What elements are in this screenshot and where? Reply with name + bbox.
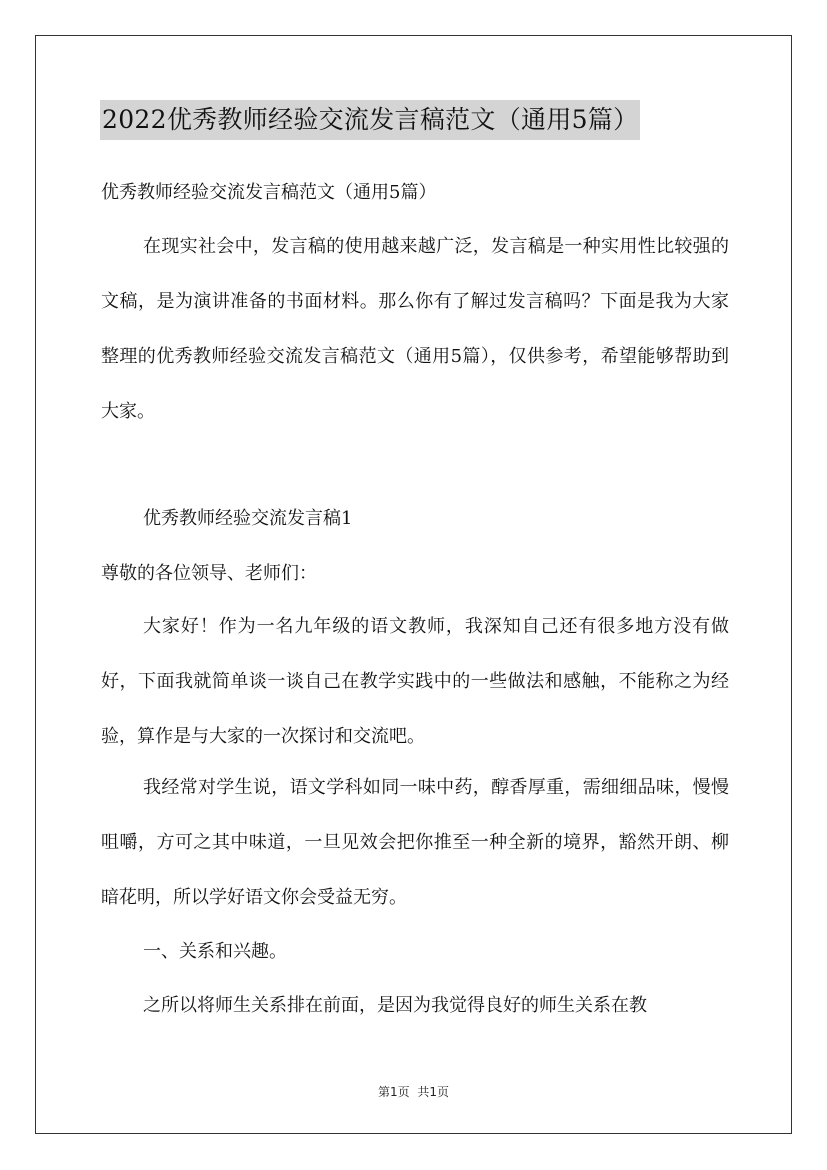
body-paragraph-3: 之所以将师生关系排在前面，是因为我觉得良好的师生关系在教	[143, 995, 647, 1016]
page-footer	[0, 1083, 827, 1100]
intro-paragraph: 在现实社会中，发言稿的使用越来越广泛，发言稿是一种实用性比较强的文稿，是为演讲准备的书面材料。那么你有了解过发言稿吗？下面是我为大家整理的优秀教师经验交流发言稿范文（通用5篇），仅供参考，希望能够帮助到大家。	[101, 236, 729, 422]
document-title: 2022优秀教师经验交流发言稿范文（通用5篇）	[100, 100, 640, 140]
point-heading: 一、关系和兴趣。	[143, 941, 287, 962]
section-heading: 优秀教师经验交流发言稿1	[143, 508, 353, 529]
body-paragraph-1: 大家好！作为一名九年级的语文教师，我深知自己还有很多地方没有做好，下面我就简单谈一谈自己在教学实践中的一些做法和感触，不能称之为经验，算作是与大家的一次探讨和交流吧。	[101, 616, 729, 747]
page-number: 第1页	[377, 1085, 410, 1099]
document-subtitle: 优秀教师经验交流发言稿范文（通用5篇）	[101, 182, 437, 203]
salutation: 尊敬的各位领导、老师们：	[101, 563, 317, 584]
body-paragraph-2: 我经常对学生说，语文学科如同一味中药，醇香厚重，需细细品味，慢慢咀嚼，方可之其中味道，一旦见效会把你推至一种全新的境界，豁然开朗、柳暗花明，所以学好语文你会受益无穷。	[101, 777, 729, 908]
page-total: 共1页	[417, 1085, 450, 1099]
